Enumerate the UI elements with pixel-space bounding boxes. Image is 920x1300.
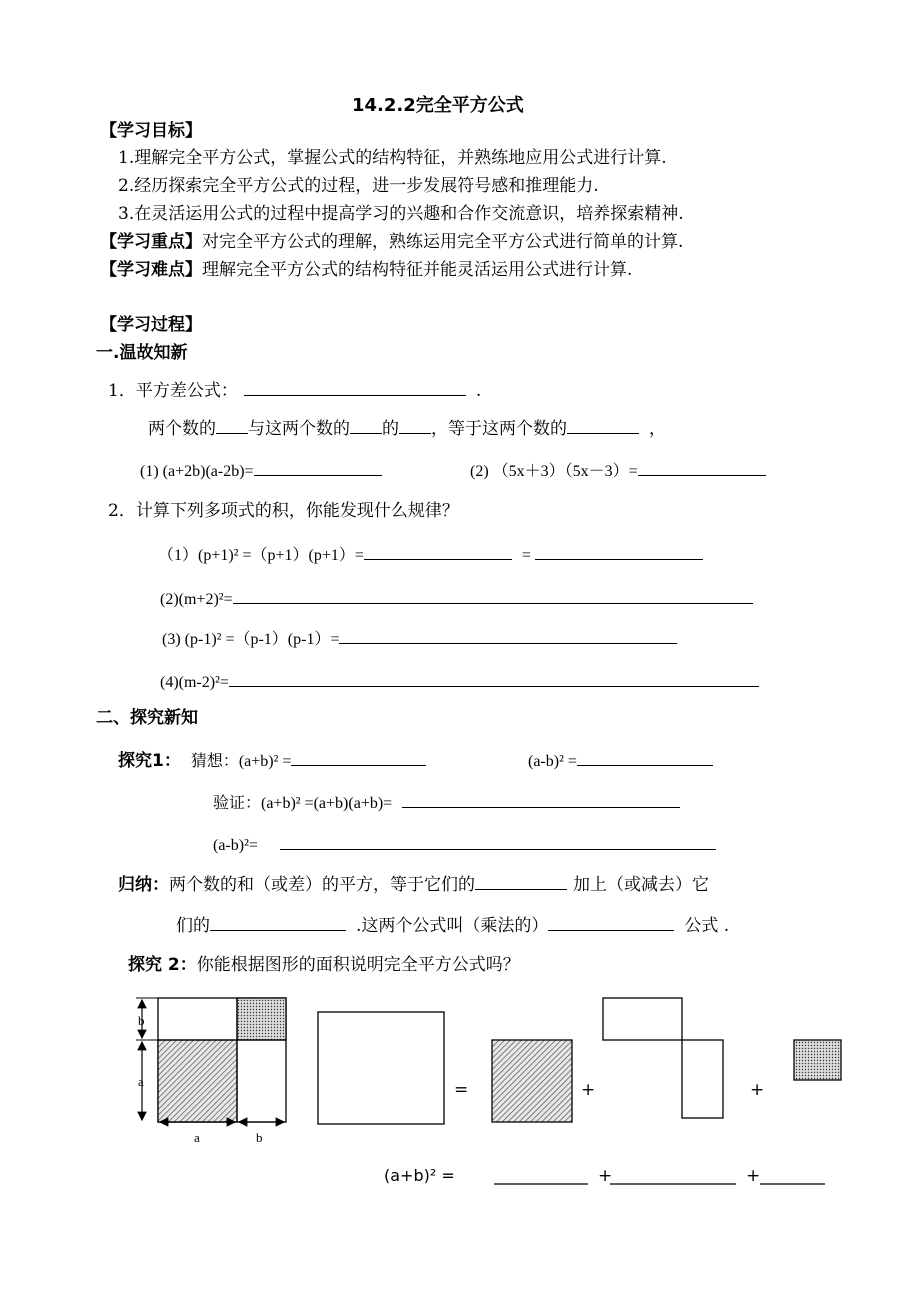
label-b-bottom: b xyxy=(256,1130,263,1145)
induce-e: 公式 . xyxy=(684,916,730,936)
q2-text: 2．计算下列多项式的积，你能发现什么规律？ xyxy=(108,501,459,521)
p4-text: (4)(m-2)²= xyxy=(160,674,229,691)
q1-blank[interactable] xyxy=(244,378,466,396)
ex2-blank[interactable] xyxy=(638,458,766,476)
sentence-blank-2[interactable] xyxy=(350,416,382,434)
formula-text: (a+b)² = xyxy=(384,1166,455,1185)
sentence-part-2: 与这两个数的 xyxy=(248,419,350,439)
e2-label: 探究 2： xyxy=(128,955,197,975)
p1-text: （1）(p+1)² =（p+1）(p+1）= xyxy=(158,547,364,564)
p2-line xyxy=(160,586,753,611)
fig-plus-2: + xyxy=(750,1080,765,1100)
induce-blank-2[interactable] xyxy=(210,913,346,931)
label-a-bottom: a xyxy=(194,1130,200,1145)
formula-plus-2: + xyxy=(746,1166,761,1186)
p1-line xyxy=(158,542,703,567)
ex2-text: (2) （5x＋3）（5x－3）= xyxy=(470,463,638,480)
ex1-text: (1) (a+2b)(a-2b)= xyxy=(140,463,254,480)
induce-d: .这两个公式叫（乘法的） xyxy=(356,916,549,936)
review-heading: 一.温故知新 xyxy=(96,343,188,363)
big-square-outline xyxy=(158,998,286,1122)
guess-text: 猜想：(a+b)² = xyxy=(190,753,292,770)
verify-blank-2[interactable] xyxy=(280,832,716,850)
induce-c: 们的 xyxy=(176,916,210,936)
sentence-part-1: 两个数的 xyxy=(148,419,216,439)
p1-blank-2[interactable] xyxy=(535,542,703,560)
e1-label: 探究1： xyxy=(118,751,181,771)
fig-plus-1: + xyxy=(581,1080,596,1100)
e2-line xyxy=(128,954,520,976)
sentence-part-5: ， xyxy=(649,419,666,439)
goals-heading: 【学习目标】 xyxy=(100,121,202,141)
difficulty-label: 【学习难点】 xyxy=(100,260,202,280)
hatched-square xyxy=(492,1040,572,1122)
e2-text: 你能根据图形的面积说明完全平方公式吗？ xyxy=(196,955,520,975)
guess2-line xyxy=(528,748,713,773)
p3-text: (3) (p-1)² =（p-1）(p-1）= xyxy=(162,631,340,648)
verify-line xyxy=(213,790,680,815)
focus-text: 对完全平方公式的理解，熟练运用完全平方公式进行简单的计算. xyxy=(202,232,684,252)
difficulty-text: 理解完全平方公式的结构特征并能灵活运用公式进行计算. xyxy=(202,260,633,280)
fig-equals: = xyxy=(454,1080,469,1100)
p2-blank[interactable] xyxy=(233,586,753,604)
verify2-text: (a-b)²= xyxy=(213,837,258,854)
sentence-part-3: 的 xyxy=(382,419,399,439)
goal-item-1: 1.理解完全平方公式，掌握公式的结构特征，并熟练地应用公式进行计算. xyxy=(118,148,667,168)
focus-label: 【学习重点】 xyxy=(100,232,202,252)
page-title: 14.2.2完全平方公式 xyxy=(352,95,524,116)
dotted-square xyxy=(794,1040,841,1080)
p2-text: (2)(m+2)²= xyxy=(160,591,233,608)
ex2-line xyxy=(470,458,766,483)
process-heading: 【学习过程】 xyxy=(100,315,202,335)
verify2-line xyxy=(213,832,716,857)
guess-blank-2[interactable] xyxy=(577,748,713,766)
p3-line xyxy=(162,626,677,651)
explore-heading: 二、探究新知 xyxy=(96,708,198,728)
goal-item-3: 3.在灵活运用公式的过程中提高学习的兴趣和合作交流意识，培养探索精神. xyxy=(118,204,684,224)
p3-blank[interactable] xyxy=(339,626,677,644)
sentence-line xyxy=(148,416,666,440)
induce-a: 两个数的和（或差）的平方，等于它们的 xyxy=(169,875,475,895)
focus-line xyxy=(100,231,683,253)
rectangle-ab-2 xyxy=(682,1040,723,1118)
p4-line xyxy=(160,669,759,694)
induce-line-1 xyxy=(118,872,709,896)
goal-item-2: 2.经历探索完全平方公式的过程，进一步发展符号感和推理能力. xyxy=(118,176,599,196)
p1-blank-1[interactable] xyxy=(364,542,512,560)
label-a-left: a xyxy=(138,1074,144,1089)
q1-end: . xyxy=(475,381,482,401)
empty-square xyxy=(318,1012,444,1124)
b-squared-region xyxy=(237,998,286,1040)
sentence-part-4: ，等于这两个数的 xyxy=(431,419,567,439)
induce-blank-1[interactable] xyxy=(475,872,567,890)
guess-blank-1[interactable] xyxy=(291,748,426,766)
q1-text: 1．平方差公式： xyxy=(108,381,238,401)
sentence-blank-1[interactable] xyxy=(216,416,248,434)
e1-line xyxy=(118,748,426,773)
p1-eq: = xyxy=(521,547,531,564)
verify-blank-1[interactable] xyxy=(402,790,680,808)
ex1-blank[interactable] xyxy=(254,458,382,476)
rectangle-ab-1 xyxy=(603,998,682,1040)
induce-line-2 xyxy=(176,913,729,937)
verify-text: 验证：(a+b)² =(a+b)(a+b)= xyxy=(213,795,393,812)
formula-plus-1: + xyxy=(598,1166,613,1186)
induce-label: 归纳： xyxy=(118,875,169,895)
induce-blank-3[interactable] xyxy=(548,913,674,931)
sentence-blank-3[interactable] xyxy=(399,416,431,434)
q1-line xyxy=(108,378,481,402)
a-squared-region xyxy=(158,1040,237,1122)
ex1-line xyxy=(140,458,382,483)
induce-b: 加上（或减去）它 xyxy=(573,875,709,895)
guess2-text: (a-b)² = xyxy=(528,753,577,770)
difficulty-line xyxy=(100,259,632,281)
sentence-blank-4[interactable] xyxy=(567,416,639,434)
p4-blank[interactable] xyxy=(229,669,759,687)
label-b-top: b xyxy=(138,1013,145,1028)
